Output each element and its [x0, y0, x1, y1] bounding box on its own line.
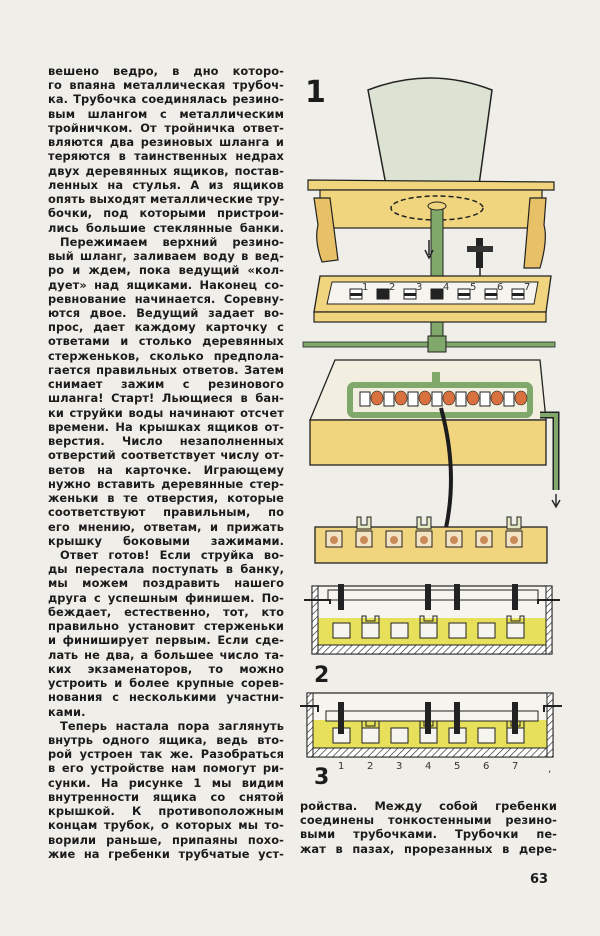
text-line: прос, дает каждому карточку с: [48, 320, 284, 335]
text-line: бочки, под которыми пристрои-: [48, 206, 284, 221]
horizontal-pipe: [303, 336, 555, 352]
slot-number: 4: [443, 282, 450, 293]
slot-bar: [431, 293, 443, 296]
text-line: сунки. На рисунке 1 мы видим: [48, 775, 284, 790]
text-line: ворили раньше, припаяны похо-: [48, 832, 284, 847]
position-number: 4: [425, 761, 432, 772]
peg-holder: [417, 517, 431, 529]
position-number: 5: [454, 761, 461, 772]
text-line: крышкой. К противоположным: [48, 804, 284, 819]
rubber-tube: [515, 391, 527, 405]
slot-bar: [350, 293, 362, 296]
rubber-tube: [443, 391, 455, 405]
comb-cell: [456, 392, 466, 406]
text-line: ка. Трубочка соединялась резино-: [48, 92, 284, 107]
figure-3-mark: ,: [548, 764, 552, 775]
peg: [425, 702, 431, 734]
text-line: гается правильных ответов. Затем: [48, 362, 284, 377]
cell: [391, 728, 408, 743]
text-line: рой устроен так же. Разобраться: [48, 747, 284, 762]
cell: [362, 623, 379, 638]
position-number: 7: [512, 761, 519, 772]
text-line: ды перестала поступать в банку,: [48, 562, 284, 577]
text-line: и финиширует первым. Если сде-: [48, 633, 284, 648]
figure-3-label: 3: [314, 765, 330, 790]
comb-cell: [360, 392, 370, 406]
comb-cell: [480, 392, 490, 406]
text-line: жат в пазах, прорезанных в дере-: [300, 841, 557, 856]
position-number: 1: [338, 761, 345, 772]
text-line: лать не два, а большее число та-: [48, 647, 284, 662]
text-line: вый шланг, заливаем воду в вед-: [48, 249, 284, 264]
rubber-tube: [419, 391, 431, 405]
text-line: вляются два резиновых шланга и: [48, 135, 284, 150]
peg: [454, 584, 460, 610]
text-line: ро и ждем, пока ведущий «кол-: [48, 263, 284, 278]
slot-number: 7: [524, 282, 531, 293]
text-line: Ответ готов! Если струйка во-: [60, 547, 284, 562]
slot-number: 2: [389, 282, 396, 293]
text-line: Теперь настала пора заглянуть: [60, 718, 284, 733]
peg: [512, 584, 518, 610]
text-line: тройничком. От тройничка ответ-: [48, 120, 284, 135]
slot-bar: [512, 293, 524, 296]
text-line: вешено ведро, в дно которо-: [48, 64, 284, 78]
text-line: внутрь одного ящика, ведь вто-: [48, 733, 284, 748]
figure-2-label: 2: [314, 663, 330, 688]
rubber-tube: [467, 391, 479, 405]
text-line: ких экзаменаторов, то можно: [48, 661, 284, 676]
page-number: 63: [530, 872, 549, 887]
text-line: жие на гребенки трубчатые уст-: [48, 846, 284, 861]
text-line: вым шлангом с металлическим: [48, 106, 284, 121]
cell: [333, 623, 350, 638]
hole-mark: [330, 536, 338, 544]
cell: [362, 728, 379, 743]
position-number: 6: [483, 761, 490, 772]
hole-mark: [390, 536, 398, 544]
cell: [420, 623, 437, 638]
slot-number: 5: [470, 282, 477, 293]
text-line: ответами и столько деревянных: [48, 334, 284, 349]
text-line: соединены тонкостенными резино-: [300, 813, 557, 828]
text-line: друга с успешным финишем. По-: [48, 590, 284, 605]
slot-bar: [458, 293, 470, 296]
text-line: ройства. Между собой гребенки: [300, 799, 557, 813]
text-line: го впаяна металлическая трубоч-: [48, 78, 284, 93]
text-line: нужно вставить деревянные стер-: [48, 476, 284, 491]
text-line: Пережимаем верхний резино-: [60, 234, 284, 249]
text-line: теряются в таинственных недрах: [48, 149, 284, 164]
peg-holder: [357, 517, 371, 529]
hole-mark: [450, 536, 458, 544]
comb-cell: [384, 392, 394, 406]
cell: [478, 623, 495, 638]
text-line: концам трубок, о которых мы то-: [48, 818, 284, 833]
slot-number: 1: [362, 282, 369, 293]
text-line: ветов на карточке. Играющему: [48, 462, 284, 477]
slot-bar: [485, 293, 497, 296]
cell: [478, 728, 495, 743]
text-line: мы можем поздравить нашего: [48, 576, 284, 591]
figure-1-label: 1: [305, 75, 326, 110]
slot-number: 6: [497, 282, 504, 293]
position-number: 3: [396, 761, 403, 772]
rubber-tube: [371, 391, 383, 405]
text-line: соответствуют правильным, по: [48, 505, 284, 520]
peg: [338, 584, 344, 610]
text-line: женьки в те отверстия, которые: [48, 491, 284, 506]
cell: [507, 623, 524, 638]
text-line: шланга! Старт! Льющиеся в бан-: [48, 391, 284, 406]
text-line: снимает зажим с резинового: [48, 377, 284, 392]
peg: [512, 702, 518, 734]
text-line: выми трубочками. Трубочки пе-: [300, 827, 557, 842]
hole-mark: [480, 536, 488, 544]
bucket: [368, 78, 492, 185]
cell: [449, 623, 466, 638]
rubber-tube: [491, 391, 503, 405]
text-line: стерженьков, сколько предпола-: [48, 348, 284, 363]
peg: [425, 584, 431, 610]
hole-mark: [510, 536, 518, 544]
figure-3-numbers: [338, 761, 518, 772]
text-line: опять выходят металлические тру-: [48, 192, 284, 207]
peg: [454, 702, 460, 734]
text-line: нования с несколькими участни-: [48, 690, 284, 705]
text-line: его мнению, ответам, и прижать: [48, 519, 284, 534]
text-line: устроить и более крупные сорев-: [48, 676, 284, 691]
rubber-tube: [395, 391, 407, 405]
text-line: внутренности ящика со снятой: [48, 789, 284, 804]
cell: [391, 623, 408, 638]
text-line: лись большие стеклянные банки.: [48, 220, 284, 235]
text-line: времени. На крышках ящиков от-: [48, 419, 284, 434]
text-line: отверстий соответствует числу от-: [48, 448, 284, 463]
text-line: верстия. Число незаполненных: [48, 434, 284, 449]
hole-mark: [420, 536, 428, 544]
text-line: ки струйки воды начинают отсчет: [48, 405, 284, 420]
slot-bar: [377, 293, 389, 296]
peg: [338, 702, 344, 734]
position-number: 2: [367, 761, 374, 772]
text-line: правильно установит стерженьки: [48, 619, 284, 634]
text-line: крышку боковыми зажимами.: [48, 533, 284, 548]
peg-holder: [507, 517, 521, 529]
text-line: двух деревянных ящиков, постав-: [48, 163, 284, 178]
text-line: ревнование начинается. Соревну-: [48, 291, 284, 306]
wooden-box: [310, 360, 546, 465]
comb-cell: [432, 392, 442, 406]
text-line: в его устройстве нам помогут ри-: [48, 761, 284, 776]
text-line: ются двое. Ведущий задает во-: [48, 305, 284, 320]
text-line: беждает, естественно, тот, кто: [48, 604, 284, 619]
comb-cell: [408, 392, 418, 406]
text-line: дует» над ящиками. Наконец со-: [48, 277, 284, 292]
slot-number: 3: [416, 282, 423, 293]
text-line: ками.: [48, 704, 86, 719]
slot-bar: [404, 293, 416, 296]
hole-mark: [360, 536, 368, 544]
comb-cell: [504, 392, 514, 406]
text-line: ленных на стулья. А из ящиков: [48, 177, 284, 192]
